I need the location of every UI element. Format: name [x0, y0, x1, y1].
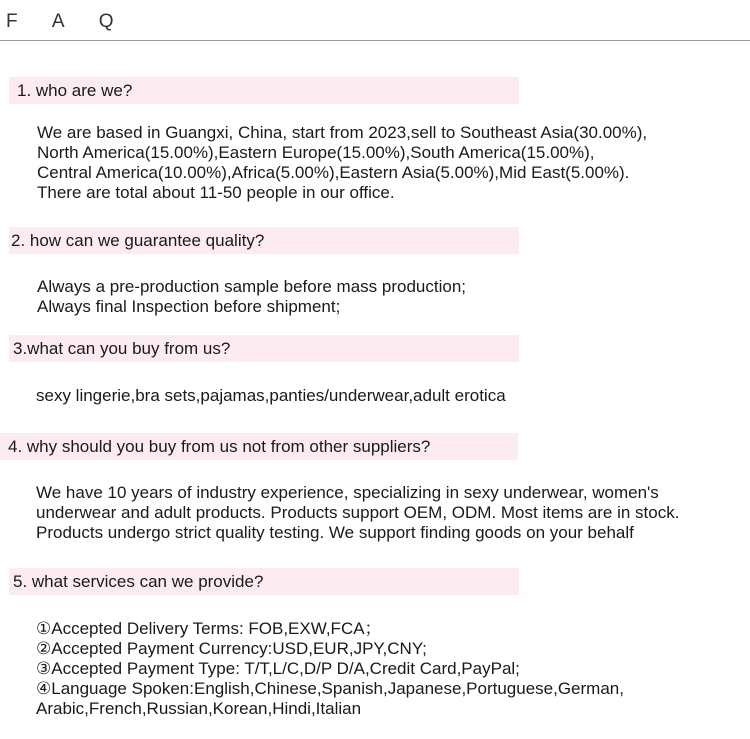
faq-question-5 [9, 568, 519, 595]
faq-answer-1-line-4: There are total about 11-50 people in our office. [37, 183, 395, 202]
faq-answer-1-line-2: North America(15.00%),Eastern Europe(15.00%),South America(15.00%), [37, 143, 595, 162]
faq-answer-1-line-3: Central America(10.00%),Africa(5.00%),Eastern Asia(5.00%),Mid East(5.00%). [37, 163, 630, 182]
faq-answer-5-line-4: ④Language Spoken:English,Chinese,Spanish,Japanese,Portuguese,German, [36, 679, 624, 698]
faq-question-2 [9, 227, 519, 254]
faq-answer-3 [36, 386, 506, 406]
faq-answer-2 [37, 277, 466, 317]
faq-question-1 [9, 77, 519, 104]
faq-answer-5-line-2: ②Accepted Payment Currency:USD,EUR,JPY,CNY; [36, 639, 427, 658]
faq-answer-5-line-1: ①Accepted Delivery Terms: FOB,EXW,FCA； [36, 619, 382, 638]
faq-answer-1 [37, 123, 647, 203]
faq-question-5-text: 5. what services can we provide? [13, 572, 264, 591]
faq-answer-3-line-1: sexy lingerie,bra sets,pajamas,panties/underwear,adult erotica [36, 386, 506, 405]
faq-answer-4 [36, 483, 750, 543]
faq-answer-5 [36, 619, 624, 719]
faq-answer-2-line-2: Always final Inspection before shipment; [37, 297, 341, 316]
faq-answer-2-line-1: Always a pre-production sample before mass production; [37, 277, 466, 296]
faq-answer-1-line-1: We are based in Guangxi, China, start from 2023,sell to Southeast Asia(30.00%), [37, 123, 648, 142]
faq-question-3-text: 3.what can you buy from us? [13, 339, 231, 358]
faq-question-4-text: 4. why should you buy from us not from other suppliers? [8, 437, 431, 456]
faq-question-1-text: 1. who are we? [17, 81, 133, 100]
faq-answer-5-line-3: ③Accepted Payment Type: T/T,L/C,D/P D/A,Credit Card,PayPal; [36, 659, 520, 678]
faq-answer-4-line-1: We have 10 years of industry experience, specializing in sexy underwear, women's [36, 483, 659, 502]
faq-header [0, 0, 750, 41]
page-title: F A Q [6, 11, 129, 32]
faq-question-3 [9, 335, 519, 362]
faq-question-2-text: 2. how can we guarantee quality? [11, 231, 265, 250]
faq-answer-5-line-5: Arabic,French,Russian,Korean,Hindi,Italian [36, 699, 362, 718]
faq-question-4 [0, 433, 518, 460]
faq-answer-4-line-2: underwear and adult products. Products support OEM, ODM. Most items are in stock. [36, 503, 680, 522]
faq-answer-4-line-3: Products undergo strict quality testing. We support finding goods on your behalf [36, 523, 634, 542]
